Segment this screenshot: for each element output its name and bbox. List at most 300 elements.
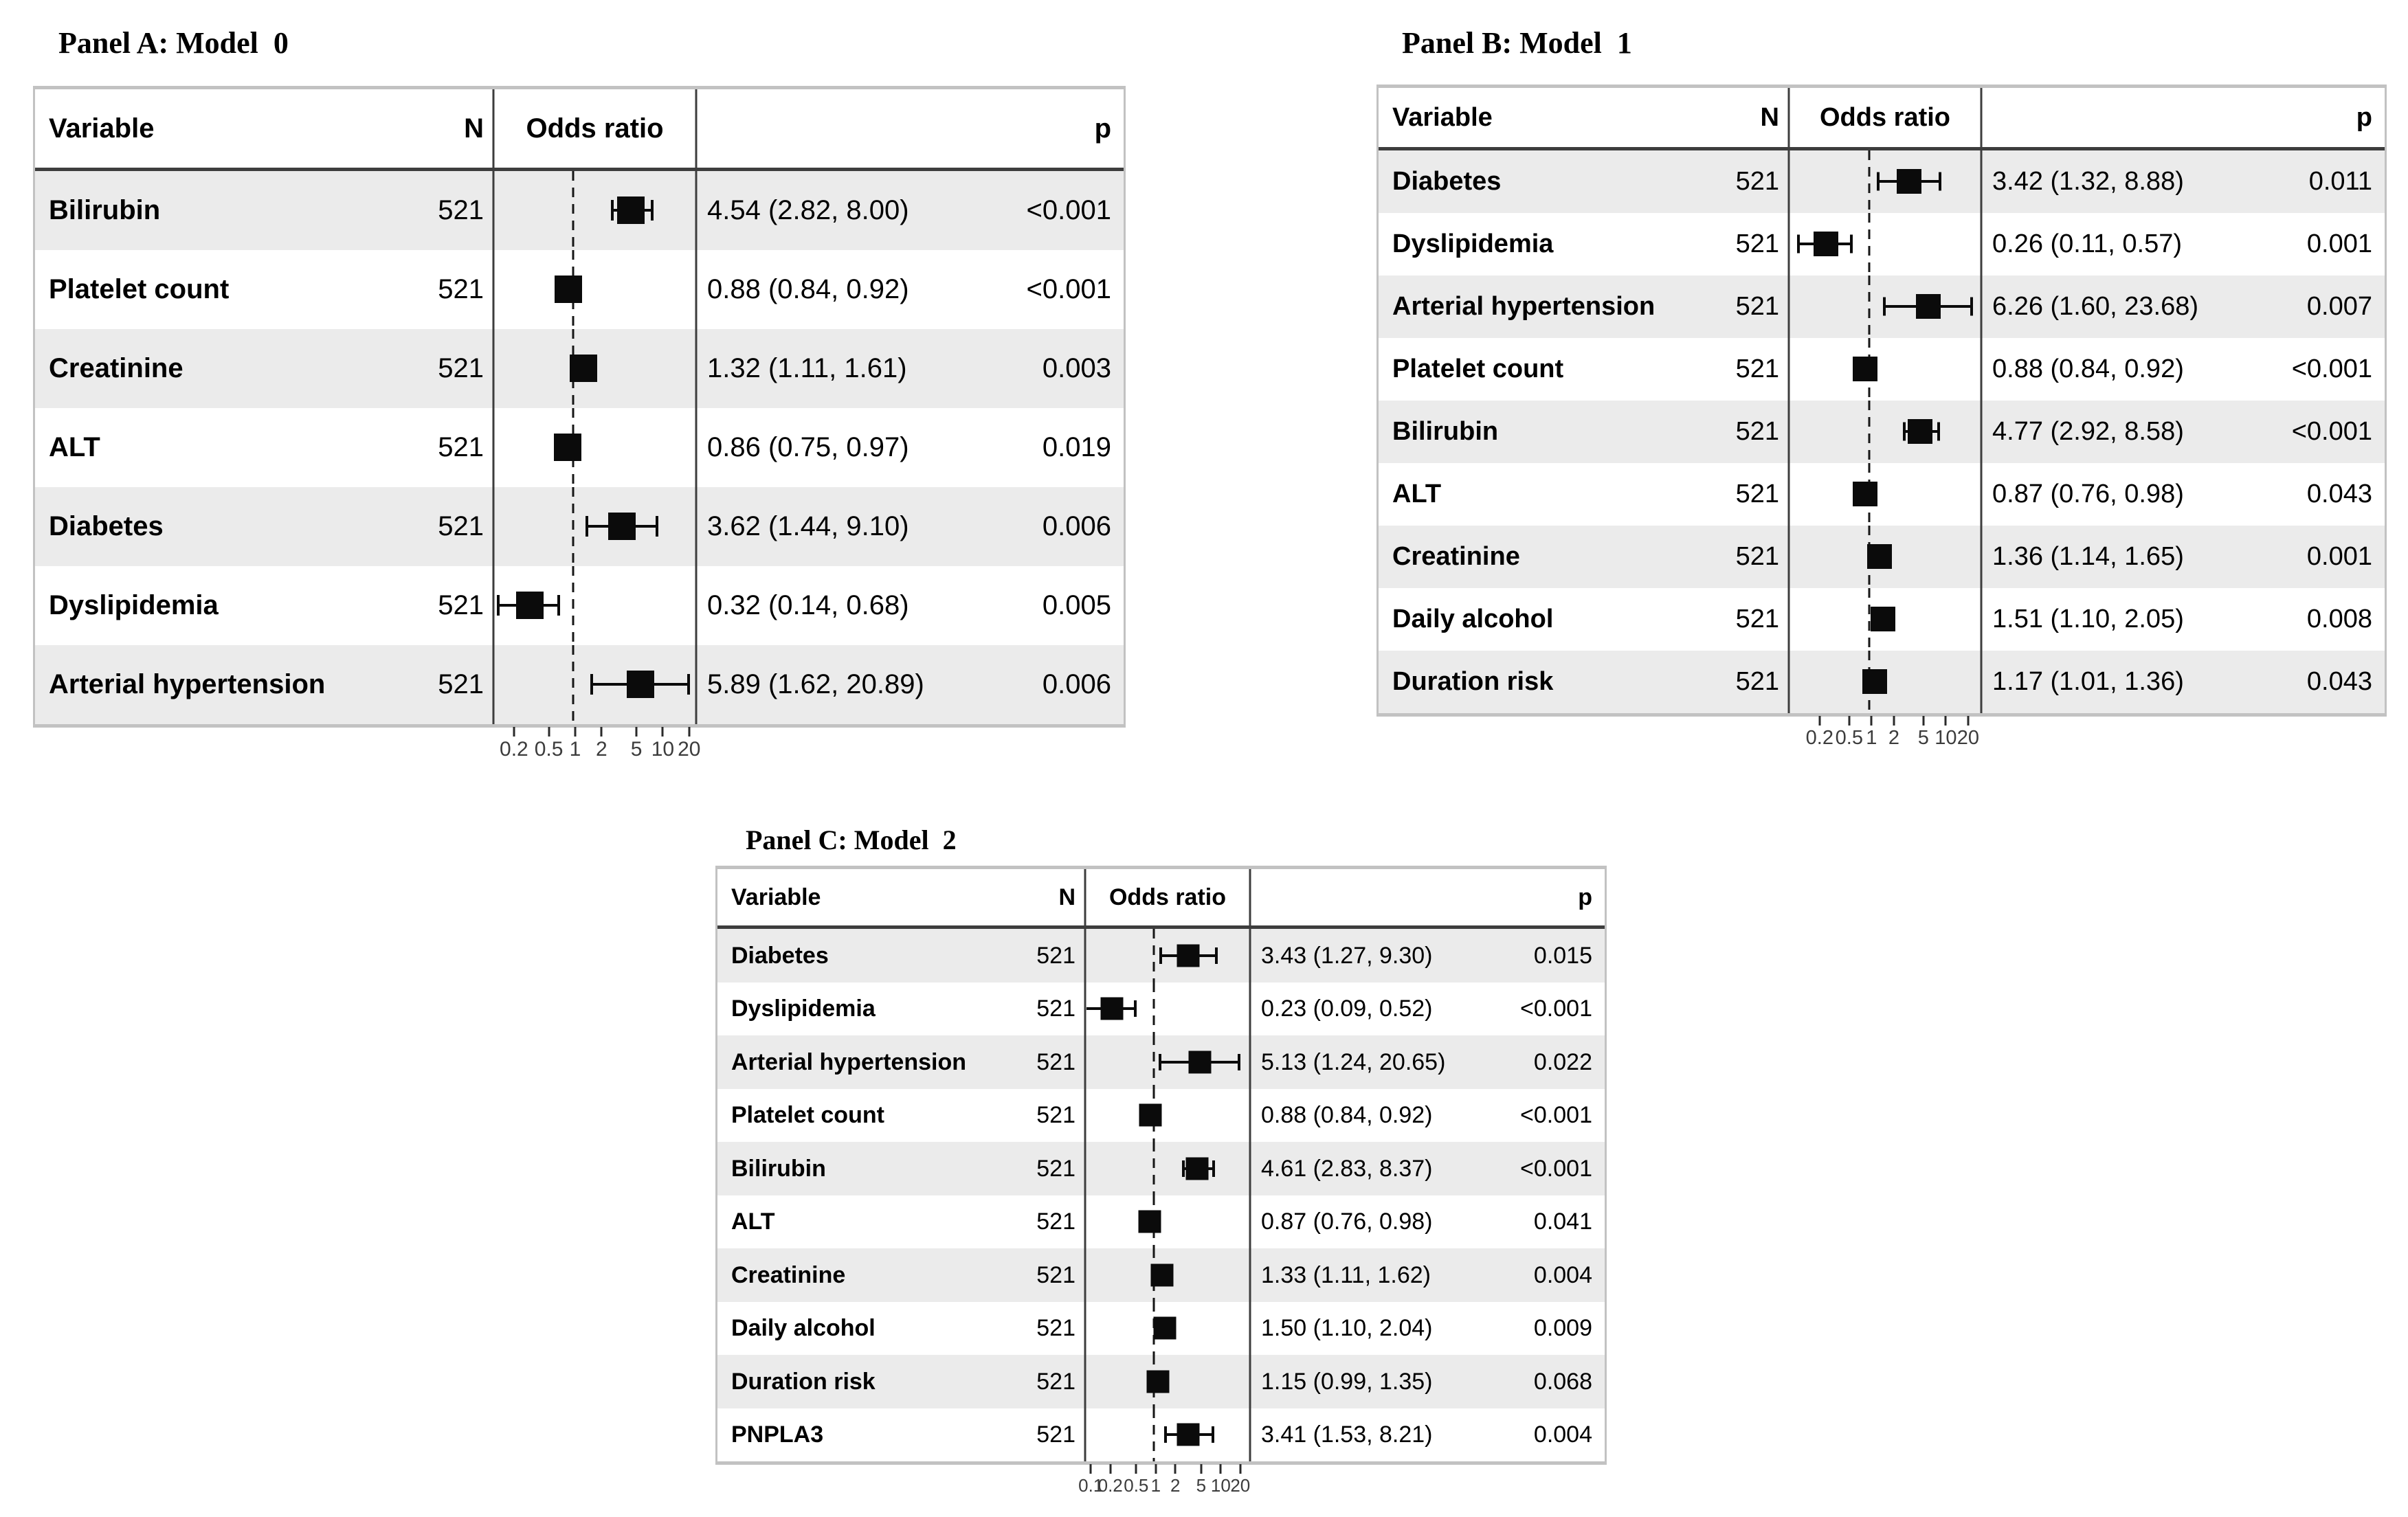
estimate-cell: 1.36 (1.14, 1.65): [1992, 542, 2184, 572]
p-cell: <0.001: [2291, 355, 2372, 384]
header-p: p: [1094, 113, 1111, 144]
table-row: [1379, 463, 2385, 526]
estimate-cell: 1.15 (0.99, 1.35): [1261, 1368, 1433, 1395]
or-marker: [554, 434, 581, 461]
axis-tick: [1200, 1464, 1202, 1474]
estimate-cell: 1.17 (1.01, 1.36): [1992, 667, 2184, 697]
p-cell: 0.003: [1042, 353, 1111, 384]
variable-cell: PNPLA3: [731, 1422, 824, 1448]
ci-cap: [651, 200, 654, 221]
or-marker: [608, 513, 636, 540]
table-header-row: [35, 89, 1124, 171]
p-cell: 0.001: [2306, 542, 2372, 572]
or-marker: [617, 196, 645, 224]
reference-line: [1869, 401, 1871, 463]
n-cell: 521: [1735, 229, 1779, 259]
axis-tick-label: 20: [1957, 726, 1980, 749]
or-plot-cell: [1789, 276, 1981, 338]
variable-cell: Bilirubin: [1392, 417, 1499, 447]
or-marker: [1188, 1050, 1211, 1073]
reference-line: [572, 645, 574, 724]
n-cell: 521: [1036, 1155, 1075, 1182]
ci-cap: [687, 674, 690, 695]
variable-cell: Arterial hypertension: [1392, 292, 1656, 322]
or-plot-cell: [1789, 588, 1981, 651]
column-divider: [1788, 88, 1790, 713]
or-plot-cell: [493, 329, 696, 408]
axis-tick: [1893, 716, 1895, 726]
estimate-cell: 6.26 (1.60, 23.68): [1992, 292, 2198, 322]
ci-cap: [497, 595, 500, 616]
reference-line: [572, 487, 574, 566]
n-cell: 521: [1735, 355, 1779, 384]
table-row: [717, 1195, 1605, 1249]
reference-line: [1152, 982, 1155, 1036]
estimate-cell: 5.13 (1.24, 20.65): [1261, 1048, 1446, 1075]
or-plot-cell: [1789, 401, 1981, 463]
axis-tick: [1922, 716, 1924, 726]
or-plot-cell: [1085, 1248, 1250, 1302]
p-cell: 0.008: [2306, 605, 2372, 634]
estimate-cell: 0.86 (0.75, 0.97): [707, 432, 909, 463]
ci-cap: [1883, 297, 1886, 316]
p-cell: <0.001: [1026, 195, 1111, 226]
n-cell: 521: [438, 353, 484, 384]
column-divider: [1084, 869, 1086, 1461]
axis-tick-label: 0.5: [1835, 726, 1863, 749]
reference-line: [1869, 276, 1871, 338]
or-plot-cell: [1789, 651, 1981, 713]
forest-table-a: [33, 86, 1126, 761]
table-body: [717, 929, 1605, 1461]
ci-cap: [1134, 1000, 1137, 1017]
p-cell: 0.043: [2306, 480, 2372, 509]
estimate-cell: 1.50 (1.10, 2.04): [1261, 1315, 1433, 1342]
or-plot-cell: [1085, 1195, 1250, 1249]
or-plot-cell: [1085, 1355, 1250, 1408]
p-cell: <0.001: [1520, 1155, 1592, 1182]
axis-tick-label: 0.2: [500, 737, 528, 761]
variable-cell: ALT: [49, 432, 100, 463]
axis-tick: [688, 727, 690, 737]
or-marker: [1150, 1263, 1173, 1286]
table-row: [717, 929, 1605, 982]
axis-tick: [1174, 1464, 1177, 1474]
or-marker: [1177, 1424, 1200, 1446]
ci-cap: [1159, 947, 1162, 964]
axis-tick: [662, 727, 664, 737]
table-body: [1379, 150, 2385, 713]
reference-line: [1869, 150, 1871, 213]
table-row: [1379, 526, 2385, 588]
table-row: [35, 566, 1124, 645]
or-marker: [1814, 232, 1838, 256]
ci-cap: [1903, 423, 1906, 441]
variable-cell: Dyslipidemia: [1392, 229, 1554, 259]
variable-cell: ALT: [731, 1209, 775, 1235]
table-row: [717, 982, 1605, 1036]
reference-line: [1152, 1035, 1155, 1089]
table-row: [35, 487, 1124, 566]
reference-line: [572, 171, 574, 250]
table-row: [1379, 588, 2385, 651]
n-cell: 521: [1735, 667, 1779, 697]
n-cell: 521: [438, 590, 484, 621]
or-marker: [1916, 294, 1941, 319]
x-axis: [1791, 713, 1983, 768]
variable-cell: Arterial hypertension: [731, 1048, 966, 1075]
ci-cap: [1164, 1426, 1167, 1443]
n-cell: 521: [438, 511, 484, 542]
or-marker: [1185, 1157, 1208, 1180]
axis-tick-label: 5: [1196, 1475, 1207, 1496]
reference-line: [1152, 1408, 1155, 1462]
or-marker: [1177, 944, 1200, 967]
axis-tick-label: 0.1: [1078, 1475, 1104, 1496]
axis-tick-label: 20: [678, 737, 701, 761]
variable-cell: Duration risk: [1392, 667, 1554, 697]
axis-tick-label: 1: [1150, 1475, 1161, 1496]
p-cell: 0.004: [1533, 1422, 1592, 1448]
axis-tick-label: 0.2: [1805, 726, 1833, 749]
or-plot-cell: [493, 408, 696, 487]
ci-cap: [1212, 1160, 1215, 1177]
axis-tick-label: 10: [651, 737, 675, 761]
panel-b: [1376, 26, 2387, 749]
p-cell: 0.009: [1533, 1315, 1592, 1342]
estimate-cell: 3.41 (1.53, 8.21): [1261, 1422, 1433, 1448]
header-odds-ratio: Odds ratio: [1108, 884, 1227, 910]
estimate-cell: 5.89 (1.62, 20.89): [707, 669, 924, 700]
ci-cap: [1159, 1054, 1161, 1070]
table-row: [1379, 401, 2385, 463]
estimate-cell: 1.33 (1.11, 1.62): [1261, 1261, 1431, 1288]
table-body: [35, 171, 1124, 724]
table-row: [35, 171, 1124, 250]
axis-tick-label: 2: [1888, 726, 1899, 749]
or-plot-cell: [1085, 1408, 1250, 1462]
n-cell: 521: [1036, 996, 1075, 1022]
n-cell: 521: [1036, 1209, 1075, 1235]
axis-tick: [513, 727, 515, 737]
header-odds-ratio: Odds ratio: [526, 113, 664, 144]
table-header-row: [717, 869, 1605, 929]
p-cell: 0.006: [1042, 669, 1111, 700]
p-cell: <0.001: [1520, 996, 1592, 1022]
header-p: p: [1578, 884, 1592, 910]
or-marker: [1853, 482, 1877, 506]
variable-cell: Daily alcohol: [1392, 605, 1554, 634]
table-row: [1379, 213, 2385, 276]
or-marker: [1101, 998, 1124, 1020]
table-row: [35, 645, 1124, 724]
estimate-cell: 4.77 (2.92, 8.58): [1992, 417, 2184, 447]
p-cell: 0.005: [1042, 590, 1111, 621]
panel-a: [33, 26, 1126, 761]
estimate-cell: 4.54 (2.82, 8.00): [707, 195, 909, 226]
or-marker: [1871, 607, 1895, 631]
axis-tick: [1239, 1464, 1241, 1474]
ci-cap: [1212, 1426, 1214, 1443]
panel-a-title: Panel A: Model 0: [58, 26, 289, 60]
axis-tick: [1848, 716, 1850, 726]
or-marker: [1139, 1211, 1161, 1233]
n-cell: 521: [438, 669, 484, 700]
p-cell: 0.004: [1533, 1261, 1592, 1288]
p-cell: 0.001: [2306, 229, 2372, 259]
estimate-cell: 0.88 (0.84, 0.92): [1261, 1102, 1433, 1129]
axis-tick: [636, 727, 638, 737]
or-marker: [1853, 357, 1877, 381]
axis-tick: [1220, 1464, 1222, 1474]
variable-cell: Platelet count: [1392, 355, 1564, 384]
variable-cell: Daily alcohol: [731, 1315, 876, 1342]
ci-cap: [1850, 235, 1853, 254]
estimate-cell: 3.62 (1.44, 9.10): [707, 511, 909, 542]
or-plot-cell: [1789, 150, 1981, 213]
ci-cap: [1215, 947, 1218, 964]
or-marker: [1862, 669, 1887, 694]
variable-cell: Creatinine: [731, 1261, 846, 1288]
n-cell: 521: [1036, 1368, 1075, 1395]
n-cell: 521: [1735, 167, 1779, 196]
table-row: [1379, 651, 2385, 713]
n-cell: 521: [438, 274, 484, 305]
or-marker: [1897, 169, 1921, 194]
or-marker: [1908, 419, 1932, 444]
axis-tick-label: 0.2: [1097, 1475, 1123, 1496]
estimate-cell: 1.51 (1.10, 2.05): [1992, 605, 2184, 634]
or-plot-cell: [1085, 929, 1250, 982]
ci-cap: [1182, 1160, 1185, 1177]
estimate-cell: 0.26 (0.11, 0.57): [1992, 229, 2183, 259]
p-cell: 0.015: [1533, 942, 1592, 969]
or-plot-cell: [493, 487, 696, 566]
n-cell: 521: [1036, 942, 1075, 969]
or-marker: [570, 355, 597, 382]
ci-cap: [611, 200, 614, 221]
column-divider: [493, 89, 495, 724]
p-cell: 0.041: [1533, 1209, 1592, 1235]
panel-c-title: Panel C: Model 2: [746, 824, 957, 855]
n-cell: 521: [1735, 417, 1779, 447]
or-plot-cell: [1789, 213, 1981, 276]
axis-tick: [1967, 716, 1969, 726]
ci-cap: [1939, 172, 1941, 191]
axis-tick: [1945, 716, 1947, 726]
p-cell: 0.043: [2306, 667, 2372, 697]
axis-tick: [1155, 1464, 1157, 1474]
or-plot-cell: [1085, 982, 1250, 1036]
p-cell: <0.001: [1520, 1102, 1592, 1129]
or-marker: [1867, 544, 1892, 569]
n-cell: 521: [1036, 1315, 1075, 1342]
table-row: [35, 408, 1124, 487]
axis-tick: [1135, 1464, 1137, 1474]
x-axis: [1078, 1461, 1252, 1516]
p-cell: <0.001: [2291, 417, 2372, 447]
column-divider: [695, 89, 698, 724]
estimate-cell: 1.32 (1.11, 1.61): [707, 353, 907, 384]
p-cell: 0.007: [2306, 292, 2372, 322]
axis-tick: [1871, 716, 1873, 726]
estimate-cell: 0.23 (0.09, 0.52): [1261, 996, 1433, 1022]
or-plot-cell: [1789, 338, 1981, 401]
ci-cap: [1877, 172, 1880, 191]
variable-cell: Duration risk: [731, 1368, 876, 1395]
axis-tick-label: 1: [569, 737, 581, 761]
estimate-cell: 3.42 (1.32, 8.88): [1992, 167, 2184, 196]
variable-cell: Dyslipidemia: [49, 590, 219, 621]
p-cell: <0.001: [1026, 274, 1111, 305]
n-cell: 521: [1735, 542, 1779, 572]
reference-line: [1152, 929, 1155, 982]
table-row: [717, 1248, 1605, 1302]
axis-tick-label: 20: [1230, 1475, 1251, 1496]
ci-cap: [557, 595, 560, 616]
n-cell: 521: [1036, 1102, 1075, 1129]
n-cell: 521: [1036, 1422, 1075, 1448]
axis-tick-label: 2: [1170, 1475, 1181, 1496]
panel-b-title: Panel B: Model 1: [1402, 26, 1632, 60]
axis-tick-label: 5: [1917, 726, 1929, 749]
variable-cell: Diabetes: [731, 942, 829, 969]
n-cell: 521: [1735, 480, 1779, 509]
table-row: [35, 250, 1124, 329]
header-n: N: [1760, 102, 1779, 132]
column-divider: [1249, 869, 1251, 1461]
variable-cell: Platelet count: [49, 274, 230, 305]
n-cell: 521: [438, 195, 484, 226]
table-row: [1379, 338, 2385, 401]
forest-table-b: [1376, 85, 2387, 749]
axis-tick-label: 10: [1935, 726, 1957, 749]
axis-tick: [548, 727, 550, 737]
estimate-cell: 0.88 (0.84, 0.92): [707, 274, 909, 305]
header-p: p: [2356, 102, 2372, 132]
axis-tick: [1109, 1464, 1111, 1474]
table-row: [1379, 150, 2385, 213]
or-plot-cell: [493, 645, 696, 724]
estimate-cell: 4.61 (2.83, 8.37): [1261, 1155, 1433, 1182]
header-n: N: [1058, 884, 1075, 910]
table-row: [35, 329, 1124, 408]
ci-cap: [1937, 423, 1940, 441]
column-divider: [1981, 88, 1983, 713]
forest-table-c: [715, 866, 1607, 1496]
or-plot-cell: [493, 250, 696, 329]
or-marker: [1139, 1104, 1161, 1127]
variable-cell: Creatinine: [1392, 542, 1520, 572]
variable-cell: Bilirubin: [731, 1155, 826, 1182]
ci-cap: [590, 674, 593, 695]
or-marker: [627, 671, 654, 698]
or-plot-cell: [1789, 463, 1981, 526]
table-row: [717, 1142, 1605, 1195]
axis-tick-label: 0.5: [1124, 1475, 1149, 1496]
or-marker: [516, 592, 544, 619]
n-cell: 521: [438, 432, 484, 463]
axis-tick-label: 0.5: [534, 737, 564, 761]
or-marker: [1154, 1317, 1177, 1340]
reference-line: [1869, 213, 1871, 276]
reference-line: [572, 566, 574, 645]
variable-cell: Bilirubin: [49, 195, 161, 226]
variable-cell: Arterial hypertension: [49, 669, 326, 700]
n-cell: 521: [1036, 1048, 1075, 1075]
table-row: [717, 1035, 1605, 1089]
estimate-cell: 0.87 (0.76, 0.98): [1992, 480, 2184, 509]
table-row: [1379, 276, 2385, 338]
or-plot-cell: [1789, 526, 1981, 588]
table-row: [717, 1408, 1605, 1462]
variable-cell: Platelet count: [731, 1102, 884, 1129]
estimate-cell: 0.32 (0.14, 0.68): [707, 590, 909, 621]
or-marker: [1146, 1370, 1169, 1393]
variable-cell: Creatinine: [49, 353, 183, 384]
header-variable: Variable: [731, 884, 821, 910]
panel-c: [715, 824, 1607, 1496]
x-axis: [495, 724, 701, 779]
table-header-row: [1379, 88, 2385, 150]
or-plot-cell: [1085, 1089, 1250, 1143]
axis-tick: [1090, 1464, 1092, 1474]
axis-tick: [601, 727, 603, 737]
or-plot-cell: [1085, 1302, 1250, 1356]
p-cell: 0.006: [1042, 511, 1111, 542]
variable-cell: Diabetes: [49, 511, 164, 542]
reference-line: [1152, 1142, 1155, 1195]
or-plot-cell: [493, 171, 696, 250]
p-cell: 0.022: [1533, 1048, 1592, 1075]
estimate-cell: 0.88 (0.84, 0.92): [1992, 355, 2184, 384]
n-cell: 521: [1735, 292, 1779, 322]
or-plot-cell: [493, 566, 696, 645]
or-marker: [555, 276, 582, 303]
header-n: N: [464, 113, 484, 144]
ci-cap: [586, 516, 588, 537]
or-plot-cell: [1085, 1142, 1250, 1195]
axis-tick: [574, 727, 576, 737]
p-cell: 0.068: [1533, 1368, 1592, 1395]
table-row: [717, 1355, 1605, 1408]
axis-tick-label: 10: [1210, 1475, 1231, 1496]
estimate-cell: 0.87 (0.76, 0.98): [1261, 1209, 1433, 1235]
header-variable: Variable: [1392, 102, 1493, 132]
ci-cap: [1970, 297, 1973, 316]
table-row: [717, 1089, 1605, 1143]
n-cell: 521: [1735, 605, 1779, 634]
header-odds-ratio: Odds ratio: [1819, 102, 1951, 132]
axis-tick: [1818, 716, 1820, 726]
axis-tick-label: 2: [595, 737, 607, 761]
variable-cell: Dyslipidemia: [731, 996, 876, 1022]
axis-tick-label: 5: [630, 737, 643, 761]
p-cell: 0.011: [2308, 167, 2372, 196]
header-variable: Variable: [49, 113, 155, 144]
ci-cap: [1238, 1054, 1240, 1070]
ci-cap: [1797, 235, 1800, 254]
axis-tick-label: 1: [1866, 726, 1877, 749]
n-cell: 521: [1036, 1261, 1075, 1288]
variable-cell: Diabetes: [1392, 167, 1502, 196]
ci-cap: [656, 516, 658, 537]
variable-cell: ALT: [1392, 480, 1442, 509]
p-cell: 0.019: [1042, 432, 1111, 463]
estimate-cell: 3.43 (1.27, 9.30): [1261, 942, 1433, 969]
table-row: [717, 1302, 1605, 1356]
or-plot-cell: [1085, 1035, 1250, 1089]
